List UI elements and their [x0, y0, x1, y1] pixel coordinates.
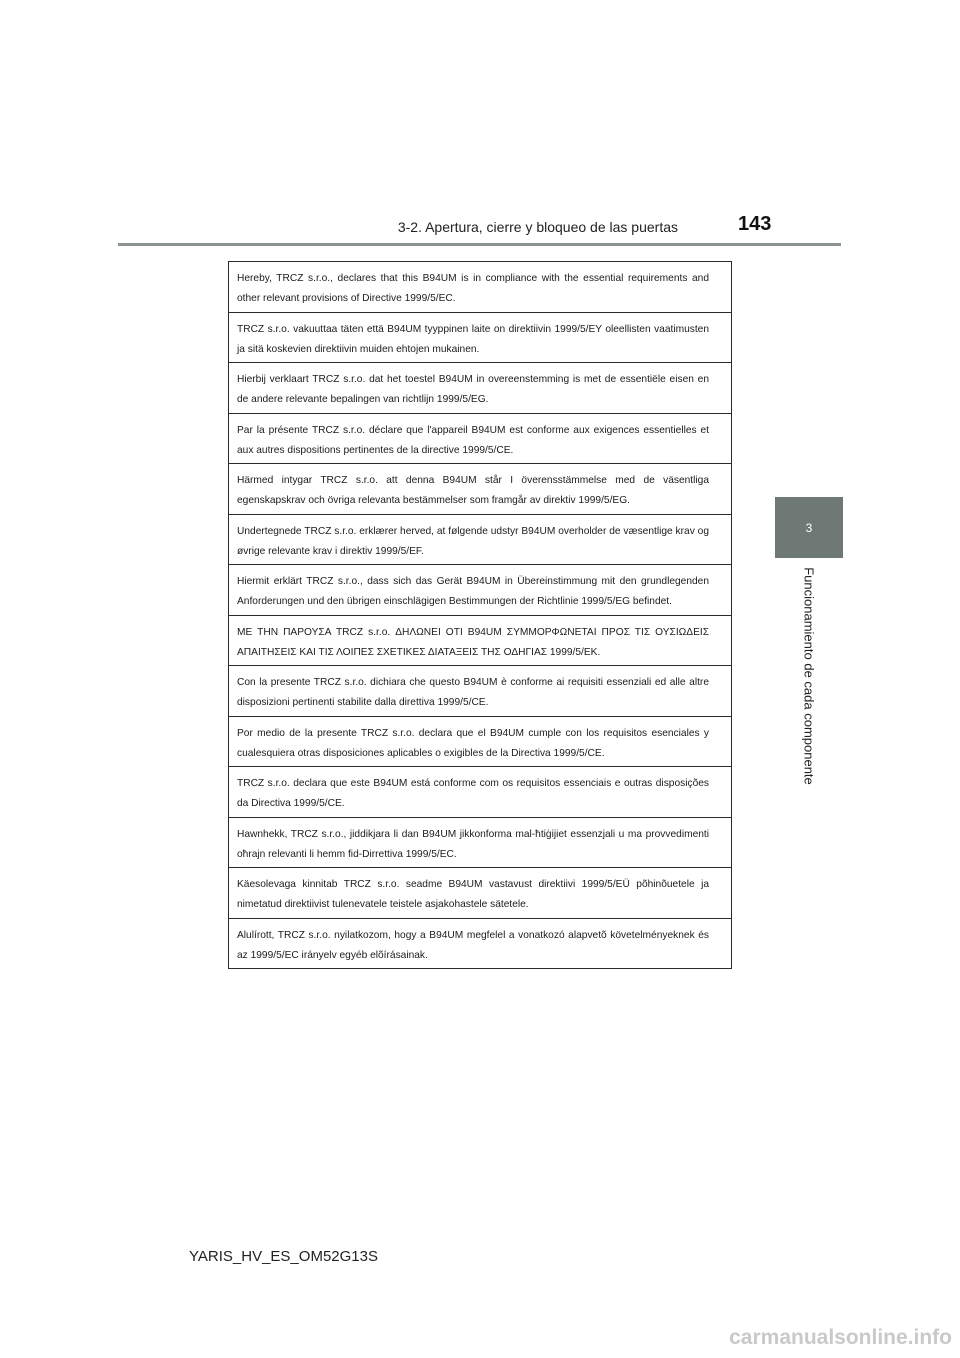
chapter-label: Funcionamiento de cada componente — [801, 567, 817, 785]
declarations-table — [228, 261, 732, 969]
declaration-spanish: Por medio de la presente TRCZ s.r.o. declara que el B94UM cumple con los requisitos esenciales y cualesquiera otras disposiciones aplicables o exigibles de la Directiva 1999/5/CE. — [229, 717, 731, 768]
manual-code: YARIS_HV_ES_OM52G13S — [189, 1248, 378, 1265]
declaration-english: Hereby, TRCZ s.r.o., declares that this B94UM is in compliance with the essential requirements and other relevant provisions of Directive 1999/5/EC. — [229, 262, 731, 313]
declaration-italian: Con la presente TRCZ s.r.o. dichiara che questo B94UM è conforme ai requisiti essenziali ed alle altre disposizioni pertinenti stabilite dalla direttiva 1999/5/CE. — [229, 666, 731, 717]
header-divider — [118, 243, 841, 246]
chapter-number: 3 — [805, 521, 813, 535]
declaration-portuguese: TRCZ s.r.o. declara que este B94UM está conforme com os requisitos essenciais e outras disposições da Directiva 1999/5/CE. — [229, 767, 731, 818]
declaration-danish: Undertegnede TRCZ s.r.o. erklærer herved, at følgende udstyr B94UM overholder de væsentlige krav og øvrige relevante krav i direktiv 1999/5/EF. — [229, 515, 731, 566]
declaration-greek: ΜΕ ΤΗΝ ΠΑΡΟΥΣΑ TRCZ s.r.o. ΔΗΛΩΝΕΙ ΟΤΙ B94UM ΣΥΜΜΟΡΦΩΝΕΤΑΙ ΠΡΟΣ ΤΙΣ ΟΥΣΙΩΔΕΙΣ ΑΠΑΙΤΗΣΕΙΣ ΚΑΙ ΤΙΣ ΛΟΙΠΕΣ ΣΧΕΤΙΚΕΣ ΔΙΑΤΑΞΕΙΣ ΤΗΣ ΟΔΗΓΙΑΣ 1999/5/ΕΚ. — [229, 616, 731, 667]
declaration-dutch: Hierbij verklaart TRCZ s.r.o. dat het toestel B94UM in overeenstemming is met de essentiële eisen en de andere relevante bepalingen van richtlijn 1999/5/EG. — [229, 363, 731, 414]
declaration-german: Hiermit erklärt TRCZ s.r.o., dass sich das Gerät B94UM in Übereinstimmung mit den grundlegenden Anforderungen und den übrigen einschlägigen Bestimmungen der Richtlinie 1999/5/EG befindet. — [229, 565, 731, 616]
declaration-hungarian: Alulírott, TRCZ s.r.o. nyilatkozom, hogy a B94UM megfelel a vonatkozó alapvetõ követelményeknek és az 1999/5/EC irányelv egyéb elõírásainak. — [237, 929, 709, 961]
declaration-estonian: Käesolevaga kinnitab TRCZ s.r.o. seadme B94UM vastavust direktiivi 1999/5/EÜ põhinõuetele ja nimetatud direktiivist tulenevatele teistele asjakohastele sätetele. — [229, 868, 731, 919]
section-title: 3-2. Apertura, cierre y bloqueo de las puertas — [397, 219, 678, 235]
chapter-tab[interactable] — [775, 497, 843, 558]
watermark: carmanualsonline.info — [729, 1326, 952, 1349]
page-number: 143 — [738, 213, 772, 235]
declaration-finnish: TRCZ s.r.o. vakuuttaa täten että B94UM tyyppinen laite on direktiivin 1999/5/EY oleellisten vaatimusten ja sitä koskevien direktiivin muiden ehtojen mukainen. — [229, 313, 731, 364]
declaration-french: Par la présente TRCZ s.r.o. déclare que l'appareil B94UM est conforme aux exigences essentielles et aux autres dispositions pertinentes de la directive 1999/5/CE. — [229, 414, 731, 465]
declaration-maltese: Hawnhekk, TRCZ s.r.o., jiddikjara li dan B94UM jikkonforma mal-ħtiġijiet essenzjali u ma provvedimenti oħrajn relevanti li hemm fid-Dirrettiva 1999/5/EC. — [229, 818, 731, 869]
declaration-swedish: Härmed intygar TRCZ s.r.o. att denna B94UM står I överensstämmelse med de väsentliga egenskapskrav och övriga relevanta bestämmelser som framgår av direktiv 1999/5/EG. — [229, 464, 731, 515]
